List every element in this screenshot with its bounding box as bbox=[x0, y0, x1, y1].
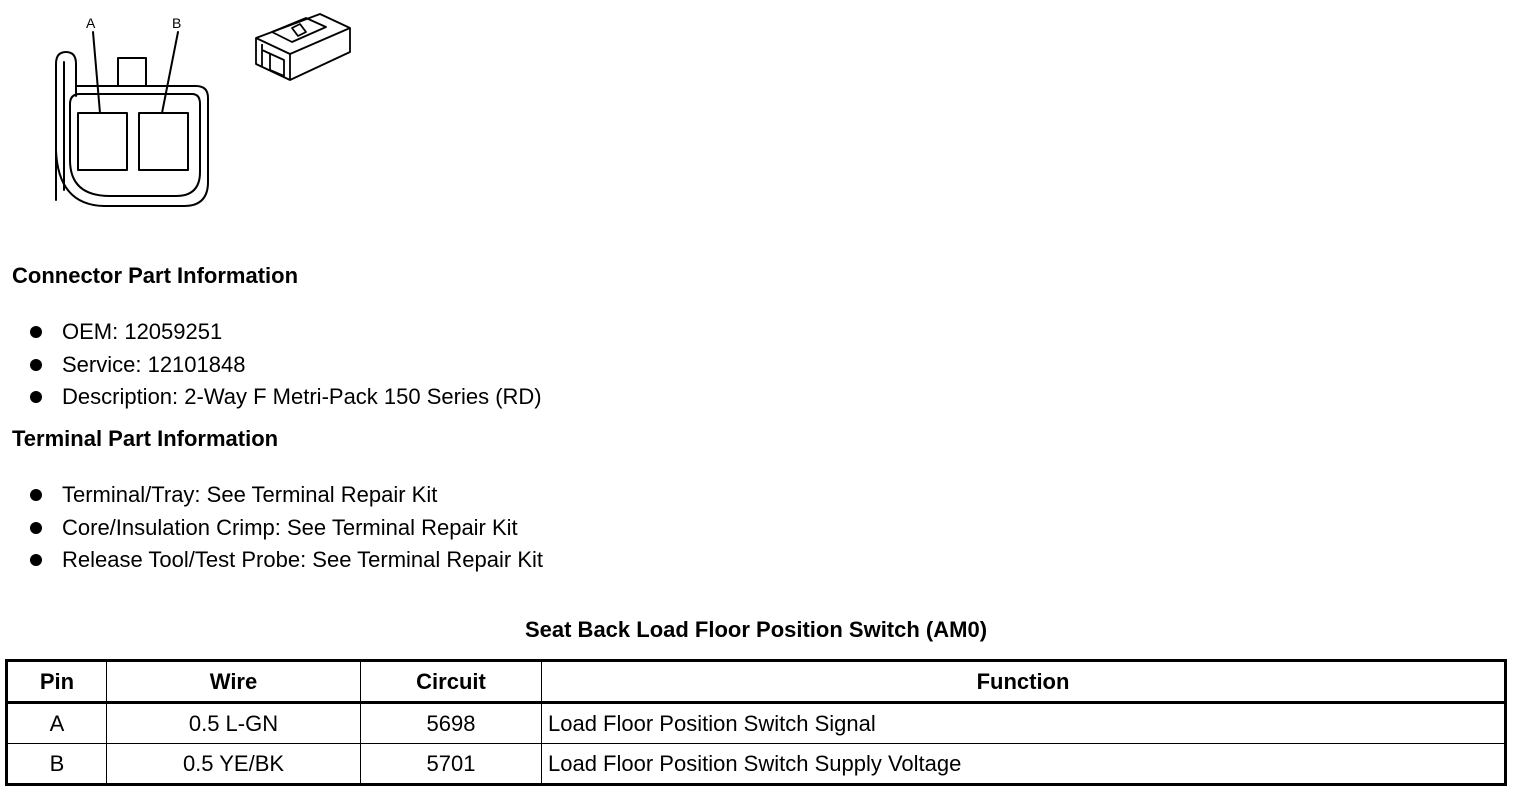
pin-cell: A bbox=[7, 703, 107, 744]
list-item bbox=[28, 351, 542, 384]
connector-part-info-heading: Connector Part Information bbox=[12, 263, 299, 288]
bullet-icon bbox=[30, 391, 42, 403]
bullet-icon bbox=[30, 326, 42, 338]
connector-inner-body bbox=[70, 94, 200, 196]
list-item bbox=[28, 514, 543, 547]
wire-cell: 0.5 L-GN bbox=[107, 703, 361, 744]
bullet-icon bbox=[30, 554, 42, 566]
leader-line-a bbox=[93, 32, 100, 113]
list-item-text: Description: 2-Way F Metri-Pack 150 Series (RD) bbox=[62, 384, 542, 409]
bullet-icon bbox=[30, 522, 42, 534]
pin-label-a: A bbox=[86, 15, 96, 31]
function-cell: Load Floor Position Switch Signal bbox=[542, 703, 1506, 744]
circuit-cell: 5698 bbox=[361, 703, 542, 744]
list-item-text: Core/Insulation Crimp: See Terminal Repair Kit bbox=[62, 514, 518, 540]
cavity-b bbox=[139, 113, 188, 170]
terminal-part-info-list bbox=[28, 481, 543, 579]
bullet-icon bbox=[30, 359, 42, 371]
pin-label-b: B bbox=[172, 15, 182, 31]
column-header-circuit: Circuit bbox=[361, 661, 542, 703]
pinout-table bbox=[5, 659, 1507, 786]
connector-isometric-view bbox=[256, 14, 350, 80]
column-header-function: Function bbox=[542, 661, 1506, 703]
list-item bbox=[28, 383, 542, 416]
pin-cell: B bbox=[7, 744, 107, 785]
list-item-text: Release Tool/Test Probe: See Terminal Repair Kit bbox=[62, 547, 543, 572]
list-item-text: OEM: 12059251 bbox=[62, 319, 223, 344]
bullet-icon bbox=[30, 489, 42, 501]
list-item bbox=[28, 481, 543, 514]
wire-cell: 0.5 YE/BK bbox=[107, 744, 361, 785]
table-row bbox=[7, 703, 1506, 744]
list-item-text: Terminal/Tray: See Terminal Repair Kit bbox=[62, 482, 438, 507]
column-header-wire: Wire bbox=[107, 661, 361, 703]
connector-face-diagram bbox=[0, 0, 400, 230]
terminal-part-info-heading: Terminal Part Information bbox=[12, 426, 279, 451]
circuit-cell: 5701 bbox=[361, 744, 542, 785]
list-item bbox=[28, 318, 542, 351]
table-row bbox=[7, 744, 1506, 785]
leader-line-b bbox=[162, 32, 178, 113]
list-item-text: Service: 12101848 bbox=[62, 351, 246, 377]
locking-tab bbox=[118, 58, 146, 86]
connector-part-info-list bbox=[28, 318, 542, 416]
list-item bbox=[28, 546, 543, 579]
column-header-pin: Pin bbox=[7, 661, 107, 703]
table-header-row bbox=[7, 661, 1506, 703]
pin-table-title: Seat Back Load Floor Position Switch (AM0) bbox=[524, 617, 988, 642]
function-cell: Load Floor Position Switch Supply Voltage bbox=[542, 744, 1506, 785]
cavity-a bbox=[78, 113, 127, 170]
